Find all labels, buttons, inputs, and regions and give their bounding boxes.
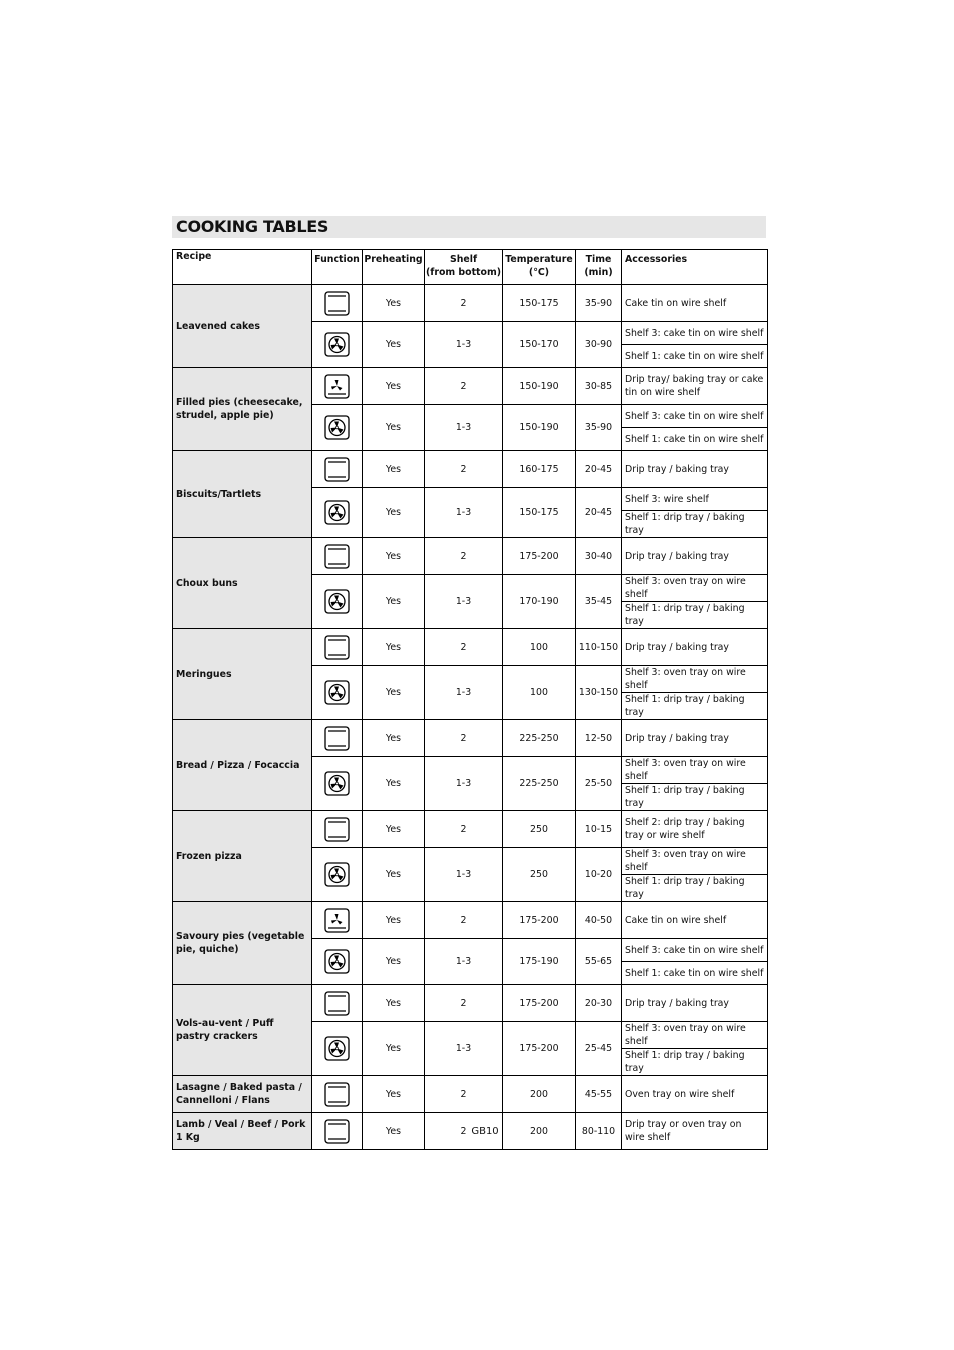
convection-bake-icon (324, 374, 350, 399)
accessories-cell: Shelf 3: oven tray on wire shelf (622, 757, 768, 784)
time-cell: 35-45 (576, 575, 622, 629)
temperature-cell: 160-175 (503, 451, 576, 488)
accessories-cell: Shelf 3: cake tin on wire shelf (622, 405, 768, 428)
time-cell: 20-45 (576, 488, 622, 538)
header-recipe: Recipe (173, 250, 312, 285)
recipe-name: Lasagne / Baked pasta / Cannelloni / Flans (173, 1076, 312, 1113)
shelf-cell: 1-3 (425, 405, 503, 451)
time-cell: 35-90 (576, 285, 622, 322)
accessories-cell: Shelf 3: wire shelf (622, 488, 768, 511)
shelf-cell: 1-3 (425, 757, 503, 811)
accessories-cell: Shelf 1: drip tray / baking tray (622, 511, 768, 538)
time-cell: 110-150 (576, 629, 622, 666)
shelf-cell: 2 (425, 985, 503, 1022)
time-cell: 30-90 (576, 322, 622, 368)
recipe-name: Biscuits/Tartlets (173, 451, 312, 538)
forced-air-icon (324, 332, 350, 357)
recipe-name: Bread / Pizza / Focaccia (173, 720, 312, 811)
shelf-cell: 2 (425, 720, 503, 757)
time-cell: 30-40 (576, 538, 622, 575)
function-cell (312, 666, 363, 720)
function-cell (312, 1076, 363, 1113)
table-row (173, 368, 768, 405)
accessories-cell: Shelf 3: cake tin on wire shelf (622, 939, 768, 962)
accessories-cell: Drip tray/ baking tray or cake tin on wire shelf (622, 368, 768, 405)
accessories-cell: Drip tray or oven tray on wire shelf (622, 1113, 768, 1150)
accessories-cell: Shelf 1: drip tray / baking tray (622, 693, 768, 720)
temperature-cell: 225-250 (503, 757, 576, 811)
temperature-cell: 250 (503, 848, 576, 902)
recipe-name: Leavened cakes (173, 285, 312, 368)
temperature-cell: 150-175 (503, 285, 576, 322)
table-row (173, 629, 768, 666)
temperature-cell: 250 (503, 811, 576, 848)
time-cell: 45-55 (576, 1076, 622, 1113)
conventional-icon (324, 291, 350, 316)
shelf-cell: 1-3 (425, 666, 503, 720)
shelf-cell: 2 (425, 285, 503, 322)
function-cell (312, 285, 363, 322)
preheating-cell: Yes (363, 1022, 425, 1076)
preheating-cell: Yes (363, 368, 425, 405)
header-accessories: Accessories (622, 250, 768, 285)
accessories-cell: Shelf 3: oven tray on wire shelf (622, 575, 768, 602)
preheating-cell: Yes (363, 757, 425, 811)
shelf-cell: 1-3 (425, 322, 503, 368)
function-cell (312, 939, 363, 985)
accessories-cell: Drip tray / baking tray (622, 538, 768, 575)
accessories-cell: Shelf 1: drip tray / baking tray (622, 875, 768, 902)
preheating-cell: Yes (363, 720, 425, 757)
conventional-icon (324, 817, 350, 842)
cooking-table (172, 249, 768, 1150)
header-shelf: Shelf (from bottom) (425, 250, 503, 285)
shelf-cell: 1-3 (425, 939, 503, 985)
accessories-cell: Drip tray / baking tray (622, 720, 768, 757)
preheating-cell: Yes (363, 1076, 425, 1113)
title-bar (172, 216, 766, 238)
temperature-cell: 150-190 (503, 368, 576, 405)
function-cell (312, 575, 363, 629)
accessories-cell: Shelf 3: oven tray on wire shelf (622, 848, 768, 875)
forced-air-icon (324, 589, 350, 614)
accessories-cell: Shelf 1: drip tray / baking tray (622, 784, 768, 811)
forced-air-icon (324, 680, 350, 705)
recipe-name: Savoury pies (vegetable pie, quiche) (173, 902, 312, 985)
preheating-cell: Yes (363, 405, 425, 451)
temperature-cell: 175-200 (503, 902, 576, 939)
function-cell (312, 1022, 363, 1076)
conventional-icon (324, 991, 350, 1016)
header-function: Function (312, 250, 363, 285)
preheating-cell: Yes (363, 575, 425, 629)
page-title: COOKING TABLES (176, 217, 329, 236)
table-body (173, 285, 768, 1150)
time-cell: 80-110 (576, 1113, 622, 1150)
preheating-cell: Yes (363, 322, 425, 368)
conventional-icon (324, 457, 350, 482)
forced-air-icon (324, 1036, 350, 1061)
table-row (173, 811, 768, 848)
accessories-cell: Shelf 1: cake tin on wire shelf (622, 345, 768, 368)
shelf-cell: 2 (425, 538, 503, 575)
function-cell (312, 451, 363, 488)
shelf-cell: 2 (425, 1113, 503, 1150)
accessories-cell: Cake tin on wire shelf (622, 285, 768, 322)
conventional-icon (324, 726, 350, 751)
time-cell: 12-50 (576, 720, 622, 757)
temperature-cell: 200 (503, 1113, 576, 1150)
shelf-cell: 2 (425, 902, 503, 939)
time-cell: 40-50 (576, 902, 622, 939)
accessories-cell: Shelf 3: oven tray on wire shelf (622, 666, 768, 693)
convection-bake-icon (324, 908, 350, 933)
time-cell: 30-85 (576, 368, 622, 405)
temperature-cell: 100 (503, 666, 576, 720)
recipe-name: Choux buns (173, 538, 312, 629)
time-cell: 10-15 (576, 811, 622, 848)
shelf-cell: 1-3 (425, 1022, 503, 1076)
accessories-cell: Shelf 1: drip tray / baking tray (622, 602, 768, 629)
table-row (173, 720, 768, 757)
table-row (173, 538, 768, 575)
shelf-cell: 2 (425, 811, 503, 848)
time-cell: 55-65 (576, 939, 622, 985)
preheating-cell: Yes (363, 811, 425, 848)
shelf-cell: 2 (425, 629, 503, 666)
function-cell (312, 538, 363, 575)
function-cell (312, 902, 363, 939)
header-row (173, 250, 768, 285)
shelf-cell: 1-3 (425, 575, 503, 629)
accessories-cell: Shelf 3: cake tin on wire shelf (622, 322, 768, 345)
forced-air-icon (324, 949, 350, 974)
conventional-icon (324, 1082, 350, 1107)
header-temperature: Temperature (°C) (503, 250, 576, 285)
preheating-cell: Yes (363, 985, 425, 1022)
recipe-name: Filled pies (cheesecake, strudel, apple pie) (173, 368, 312, 451)
preheating-cell: Yes (363, 538, 425, 575)
temperature-cell: 200 (503, 1076, 576, 1113)
function-cell (312, 811, 363, 848)
temperature-cell: 100 (503, 629, 576, 666)
time-cell: 35-90 (576, 405, 622, 451)
preheating-cell: Yes (363, 666, 425, 720)
function-cell (312, 757, 363, 811)
preheating-cell: Yes (363, 285, 425, 322)
conventional-icon (324, 635, 350, 660)
time-cell: 20-45 (576, 451, 622, 488)
accessories-cell: Shelf 1: cake tin on wire shelf (622, 428, 768, 451)
conventional-icon (324, 544, 350, 569)
function-cell (312, 322, 363, 368)
table-row (173, 451, 768, 488)
temperature-cell: 175-190 (503, 939, 576, 985)
accessories-cell: Cake tin on wire shelf (622, 902, 768, 939)
function-cell (312, 629, 363, 666)
accessories-cell: Oven tray on wire shelf (622, 1076, 768, 1113)
table-row (173, 902, 768, 939)
forced-air-icon (324, 500, 350, 525)
shelf-cell: 1-3 (425, 488, 503, 538)
temperature-cell: 175-200 (503, 985, 576, 1022)
preheating-cell: Yes (363, 451, 425, 488)
forced-air-icon (324, 862, 350, 887)
table-row (173, 285, 768, 322)
header-preheating: Preheating (363, 250, 425, 285)
recipe-name: Vols-au-vent / Puff pastry crackers (173, 985, 312, 1076)
shelf-cell: 2 (425, 1076, 503, 1113)
table-row (173, 1076, 768, 1113)
accessories-cell: Drip tray / baking tray (622, 985, 768, 1022)
time-cell: 25-50 (576, 757, 622, 811)
accessories-cell: Shelf 1: cake tin on wire shelf (622, 962, 768, 985)
accessories-cell: Shelf 1: drip tray / baking tray (622, 1049, 768, 1076)
preheating-cell: Yes (363, 488, 425, 538)
accessories-cell: Shelf 3: oven tray on wire shelf (622, 1022, 768, 1049)
function-cell (312, 405, 363, 451)
preheating-cell: Yes (363, 848, 425, 902)
temperature-cell: 150-190 (503, 405, 576, 451)
shelf-cell: 2 (425, 368, 503, 405)
recipe-name: Meringues (173, 629, 312, 720)
time-cell: 10-20 (576, 848, 622, 902)
accessories-cell: Shelf 2: drip tray / baking tray or wire shelf (622, 811, 768, 848)
temperature-cell: 150-175 (503, 488, 576, 538)
function-cell (312, 488, 363, 538)
table-row (173, 985, 768, 1022)
forced-air-icon (324, 771, 350, 796)
time-cell: 25-45 (576, 1022, 622, 1076)
preheating-cell: Yes (363, 902, 425, 939)
preheating-cell: Yes (363, 1113, 425, 1150)
recipe-name: Lamb / Veal / Beef / Pork 1 Kg (173, 1113, 312, 1150)
shelf-cell: 1-3 (425, 848, 503, 902)
forced-air-icon (324, 415, 350, 440)
temperature-cell: 175-200 (503, 1022, 576, 1076)
temperature-cell: 170-190 (503, 575, 576, 629)
temperature-cell: 150-170 (503, 322, 576, 368)
preheating-cell: Yes (363, 629, 425, 666)
function-cell (312, 368, 363, 405)
function-cell (312, 720, 363, 757)
accessories-cell: Drip tray / baking tray (622, 451, 768, 488)
preheating-cell: Yes (363, 939, 425, 985)
shelf-cell: 2 (425, 451, 503, 488)
temperature-cell: 175-200 (503, 538, 576, 575)
time-cell: 20-30 (576, 985, 622, 1022)
temperature-cell: 225-250 (503, 720, 576, 757)
function-cell (312, 985, 363, 1022)
page-number: GB10 (471, 1126, 499, 1137)
function-cell (312, 848, 363, 902)
time-cell: 130-150 (576, 666, 622, 720)
accessories-cell: Drip tray / baking tray (622, 629, 768, 666)
header-time: Time (min) (576, 250, 622, 285)
recipe-name: Frozen pizza (173, 811, 312, 902)
